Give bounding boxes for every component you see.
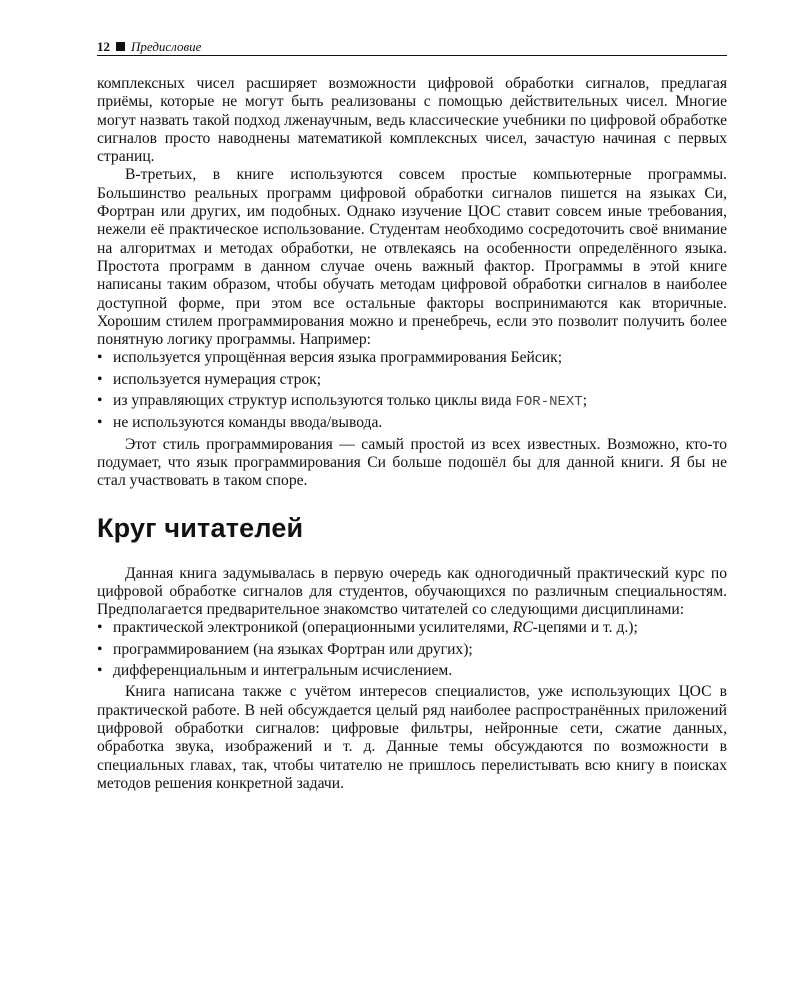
bullet-icon: • (97, 349, 103, 367)
bullet-icon: • (97, 619, 103, 637)
list-item (97, 662, 727, 680)
bullet-list (97, 349, 727, 432)
bullet-icon: • (97, 662, 103, 680)
paragraph: Книга написана также с учётом интересов специалистов, уже использующих ЦОС в практической работе. В ней обсуждается целый ряд наиболее распространённых приложений цифровой обработки сигналов: цифровые фильтры, нейронные сети, сжатие данных, обработка звука, изображений и т. д. Данные темы обсуждаются по возможности в специальных главах, так, чтобы читателю не пришлось перелистывать всю книгу в поисках методов решения конкретной задачи. (97, 683, 727, 792)
body-text (97, 75, 727, 793)
list-item (97, 392, 727, 411)
bullet-icon: • (97, 370, 103, 388)
bullet-icon: • (97, 640, 103, 658)
emphasis-text: RC (512, 619, 533, 637)
list-item (97, 414, 727, 432)
paragraph: Данная книга задумывалась в первую очередь как одногодичный практический курс по цифровой обработке сигналов для студентов, обучающихся по различным специальностям. Предполагается предварительное знакомство читателей со следующими дисциплинами: (97, 564, 727, 619)
square-bullet-icon (116, 42, 125, 51)
bullet-icon: • (97, 392, 103, 410)
bullet-icon: • (97, 414, 103, 432)
section-title: Предисловие (131, 39, 202, 54)
list-item-text: не используются команды ввода/вывода. (113, 414, 383, 432)
list-item (97, 371, 727, 389)
list-item-text: ; (582, 392, 588, 410)
paragraph: Этот стиль программирования — самый простой из всех известных. Возможно, кто-то подумает, что язык программирования Си больше подошёл бы для данной книги. Я бы не стал участвовать в таком споре. (97, 435, 727, 490)
page-number: 12 (97, 39, 110, 54)
list-item (97, 619, 727, 637)
list-item-text: программированием (на языках Фортран или других); (113, 640, 473, 658)
paragraph: комплексных чисел расширяет возможности цифровой обработки сигналов, предлагая приёмы, которые не могут быть реализованы с помощью действительных чисел. Многие могут назвать такой подход лженаучным, ведь классические учебники по цифровой обработке сигналов просто наводнены математикой комплексных чисел, зачастую начиная с первых страниц. (97, 75, 727, 166)
section-heading: Круг читателей (97, 512, 304, 543)
list-item-text: дифференциальным и интегральным исчислением. (113, 662, 453, 680)
list-item-text: используется упрощённая версия языка программирования Бейсик; (113, 349, 563, 367)
running-head (97, 38, 727, 56)
bullet-list (97, 619, 727, 680)
page (97, 38, 727, 793)
list-item-text: практической электроникой (операционными усилителями, (113, 619, 509, 637)
list-item-text: -цепями и т. д.); (532, 619, 638, 637)
list-item (97, 641, 727, 659)
list-item-text: используется нумерация строк; (113, 370, 322, 388)
code-span: FOR-NEXT (515, 394, 583, 411)
list-item-text: из управляющих структур используются только циклы вида (113, 392, 512, 410)
list-item (97, 349, 727, 367)
paragraph: В-третьих, в книге используются совсем простые компьютерные программы. Большинство реальных программ цифровой обработки сигналов пишется на языках Си, Фортран или других, им подобных. Однако изучение ЦОС ставит совсем иные требования, нежели её практическое использование. Студентам необходимо сосредоточить своё внимание на алгоритмах и методах обработки, не отвлекаясь на особенности определённого языка. Простота программ в данном случае очень важный фактор. Программы в этой книге написаны таким образом, чтобы обучать методам цифровой обработки сигналов в наиболее доступной форме, при этом все остальные факторы воспринимаются как вторичные. Хорошим стилем программирования можно и пренебречь, если это позволит получить более понятную логику программы. Например: (97, 166, 727, 349)
